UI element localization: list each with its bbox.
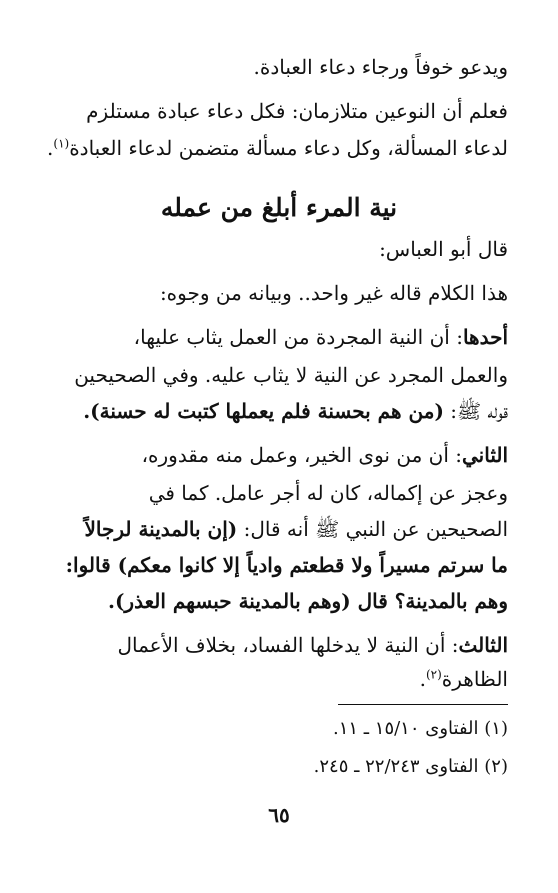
intro-line: ويدعو خوفاً ورجاء دعاء العبادة.: [253, 55, 508, 79]
section-heading: نية المرء أبلغ من عمله: [160, 193, 398, 222]
paragraph-1-line-2: [47, 131, 508, 165]
third-point-line-1-text: : أن النية لا يدخلها الفساد، بخلاف الأعمال: [117, 633, 459, 657]
second-point-line-5: وهم بالمدينة؟ قال (وهم بالمدينة حبسهم العذر).: [108, 589, 508, 613]
footnote-1: (١) الفتاوى ١٥/١٠ ـ ١١.: [332, 718, 508, 739]
first-point-hadith: (من هم بحسنة فلم يعملها كتبت له حسنة).: [83, 399, 444, 423]
third-point-label: الثالث: [458, 633, 508, 657]
statement-line: هذا الكلام قاله غير واحد.. وبيانه من وجوه:: [159, 281, 508, 305]
second-point-label: الثاني: [461, 443, 508, 467]
second-point-line-2: وعجز عن إكماله، كان له أجر عامل. كما في: [148, 481, 508, 505]
third-point-line-2-text: الظاهرة: [441, 667, 508, 691]
paragraph-1-line-1: فعلم أن النوعين متلازمان: فكل دعاء عبادة مستلزم: [86, 99, 508, 123]
first-point-line-3-lead: قوله ﷺ:: [443, 399, 508, 423]
paragraph-1-line-2-end: .: [47, 136, 54, 160]
second-point-line-1-text: : أن من نوى الخير، وعمل منه مقدوره،: [141, 443, 462, 467]
third-point-line-2-end: .: [419, 667, 426, 691]
second-point-line-3: [50, 512, 508, 546]
footnote-2: (٢) الفتاوى ٢٢/٢٤٣ ـ ٢٤٥.: [313, 756, 508, 777]
first-point-label: أحدها: [462, 325, 508, 349]
first-point-line-1-text: : أن النية المجردة من العمل يثاب عليها،: [133, 325, 463, 349]
quote-intro: قال أبو العباس:: [379, 237, 508, 261]
footnote-ref-1: (١): [53, 136, 70, 151]
second-point-hadith-start: (إن بالمدينة لرجالاً: [84, 517, 238, 541]
second-point-line-1: [50, 438, 508, 472]
page-number: ٦٥: [268, 803, 290, 827]
third-point-line-2: [50, 662, 508, 696]
footnote-ref-2: (٢): [425, 667, 442, 682]
first-point-line-2: والعمل المجرد عن النية لا يثاب عليه. وفي الصحيحين: [74, 363, 508, 387]
third-point-line-1: [50, 628, 508, 662]
first-point-line-3: [50, 394, 508, 428]
paragraph-1-line-2-text: لدعاء المسألة، وكل دعاء مسألة متضمن لدعاء العبادة: [69, 136, 508, 160]
first-point-line-1: [50, 320, 508, 354]
second-point-line-4: ما سرتم مسيراً ولا قطعتم وادياً إلا كانوا معكم) قالوا:: [65, 553, 508, 577]
footnote-separator: [338, 704, 508, 705]
second-point-line-3-lead: الصحيحين عن النبي ﷺ أنه قال:: [237, 517, 508, 541]
